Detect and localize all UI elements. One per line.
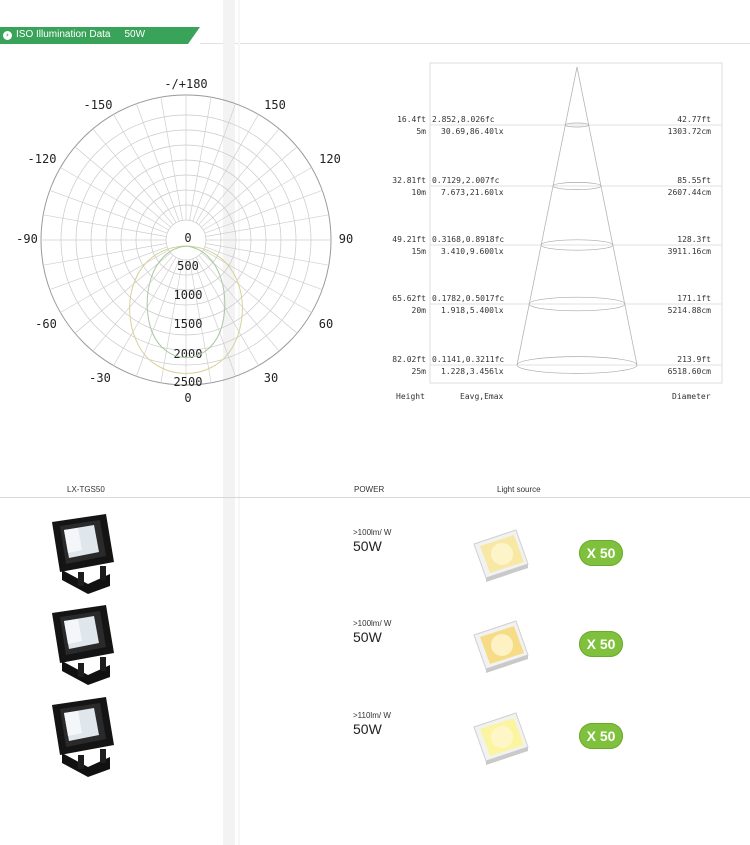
- cone-height-ft: 65.62ft: [392, 294, 426, 303]
- cone-eavg-fc: 2.852,8.026fc: [432, 115, 495, 124]
- polar-angle-label: -120: [27, 152, 57, 166]
- cone-eavg-lx: 1.918,5.400lx: [441, 306, 504, 315]
- polar-angle-label: 120: [319, 152, 341, 166]
- wattage-value: 50W: [353, 721, 382, 737]
- polar-radial-label: 1500: [173, 317, 203, 331]
- cone-diameter-ft: 213.9ft: [677, 355, 711, 364]
- cone-diameter-cm: 5214.88cm: [667, 306, 711, 315]
- section-banner: [0, 27, 200, 44]
- cone-height-ft: 32.81ft: [392, 176, 426, 185]
- cone-eavg-lx: 1.228,3.456lx: [441, 367, 504, 376]
- cone-eavg-lx: 30.69,86.40lx: [441, 127, 504, 136]
- efficacy-label: >100lm/ W: [353, 528, 392, 537]
- polar-radial-label: 0: [184, 231, 192, 245]
- cone-diameter-ft: 128.3ft: [677, 235, 711, 244]
- cone-footer-eavg: Eavg,Emax: [460, 392, 504, 401]
- floodlight-fixture-image: [48, 695, 138, 777]
- cone-diameter-ft: 85.55ft: [677, 176, 711, 185]
- wattage-value: 50W: [353, 629, 382, 645]
- smd-led-chip-image: [470, 709, 532, 765]
- cone-diameter-ft: 171.1ft: [677, 294, 711, 303]
- cone-diameter-cm: 1303.72cm: [667, 127, 711, 136]
- product-row: [0, 603, 750, 693]
- polar-radial-label: 2000: [173, 347, 203, 361]
- led-quantity-badge: X 50: [579, 540, 623, 566]
- polar-radial-label: 500: [177, 259, 199, 273]
- polar-radial-label: 1000: [173, 288, 203, 302]
- illuminance-cone-diagram: [380, 55, 730, 405]
- polar-angle-label: 60: [318, 317, 334, 331]
- cone-edges: [517, 67, 637, 365]
- polar-radial-label: 2500: [173, 375, 203, 389]
- polar-candela-diagram: [0, 70, 370, 415]
- cone-diameter-ft: 42.77ft: [677, 115, 711, 124]
- cone-height-m: 15m: [411, 247, 426, 256]
- cone-height-m: 20m: [411, 306, 426, 315]
- cone-diameter-cm: 2607.44cm: [667, 188, 711, 197]
- wattage-value: 50W: [353, 538, 382, 554]
- cone-height-ft: 49.21ft: [392, 235, 426, 244]
- cone-height-m: 5m: [416, 127, 426, 136]
- banner-rule: [200, 43, 750, 44]
- cone-eavg-fc: 0.1141,0.3211fc: [432, 355, 505, 364]
- chevron-right-icon: ›: [3, 31, 12, 40]
- led-quantity-badge: X 50: [579, 631, 623, 657]
- smd-led-chip-image: [470, 617, 532, 673]
- efficacy-label: >110lm/ W: [353, 711, 391, 720]
- polar-angle-label: -150: [83, 98, 113, 112]
- banner-title: [16, 29, 145, 40]
- efficacy-label: >100lm/ W: [353, 619, 392, 628]
- product-row: [0, 512, 750, 602]
- polar-angle-label: 30: [263, 371, 279, 385]
- product-row: [0, 695, 750, 785]
- banner-power: 50W: [124, 29, 146, 40]
- cone-diameter-cm: 3911.16cm: [667, 247, 711, 256]
- table-divider: [0, 497, 750, 498]
- cone-eavg-fc: 0.3168,0.8918fc: [432, 235, 505, 244]
- floodlight-fixture-image: [48, 512, 138, 594]
- cone-footer-diameter: Diameter: [672, 392, 711, 401]
- cone-height-m: 25m: [411, 367, 426, 376]
- polar-angle-label: 150: [264, 98, 286, 112]
- cone-diameter-cm: 6518.60cm: [667, 367, 711, 376]
- led-quantity-badge: X 50: [579, 723, 623, 749]
- polar-angle-label: -/+180: [164, 77, 208, 91]
- polar-angle-label: -60: [35, 317, 57, 331]
- model-header: LX-TGS50: [67, 485, 105, 494]
- polar-angle-label: -90: [16, 232, 38, 246]
- cone-eavg-lx: 3.410,9.600lx: [441, 247, 504, 256]
- polar-angle-label: -30: [89, 371, 111, 385]
- polar-angle-label: 90: [338, 232, 354, 246]
- floodlight-fixture-image: [48, 603, 138, 685]
- cone-eavg-fc: 0.1782,0.5017fc: [432, 294, 505, 303]
- power-header: POWER: [354, 485, 385, 494]
- cone-height-ft: 82.02ft: [392, 355, 426, 364]
- cone-footer-height: Height: [396, 392, 425, 401]
- smd-led-chip-image: [470, 526, 532, 582]
- cone-eavg-lx: 7.673,21.60lx: [441, 188, 504, 197]
- cone-height-ft: 16.4ft: [397, 115, 426, 124]
- cone-eavg-fc: 0.7129,2.007fc: [432, 176, 500, 185]
- polar-angle-label: 0: [184, 391, 192, 405]
- banner-title-text: ISO Illumination Data: [16, 29, 111, 40]
- cone-height-m: 10m: [411, 188, 426, 197]
- cone-frame: [430, 63, 722, 383]
- light-source-header: Light source: [497, 485, 541, 494]
